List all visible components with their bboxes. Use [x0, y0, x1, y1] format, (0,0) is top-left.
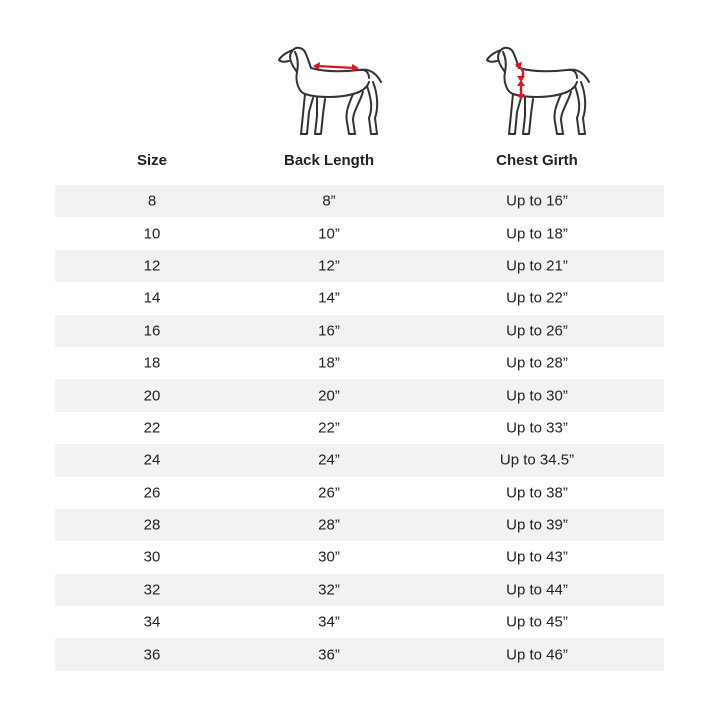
dog-back-length-icon	[269, 42, 389, 142]
size-cell: 18	[143, 354, 161, 372]
chest-girth-cell: Up to 16”	[506, 192, 568, 210]
chest-girth-cell: Up to 30”	[506, 387, 568, 405]
back-length-cell: 36”	[318, 646, 340, 664]
table-row	[55, 315, 664, 347]
chest-girth-cell: Up to 21”	[506, 257, 568, 275]
size-cell: 8	[147, 192, 157, 210]
chest-girth-cell: Up to 43”	[506, 548, 568, 566]
size-cell: 28	[143, 516, 161, 534]
size-cell: 22	[143, 419, 161, 437]
chest-girth-cell: Up to 33”	[506, 419, 568, 437]
back-length-cell: 34”	[318, 613, 340, 631]
back-length-cell: 18”	[318, 354, 340, 372]
size-cell: 14	[143, 289, 161, 307]
table-header	[0, 152, 720, 176]
chest-girth-cell: Up to 44”	[506, 581, 568, 599]
chest-girth-cell: Up to 26”	[506, 322, 568, 340]
size-cell: 30	[143, 548, 161, 566]
table-row	[55, 347, 664, 379]
chest-girth-cell: Up to 18”	[506, 225, 568, 243]
back-length-cell: 10”	[318, 225, 340, 243]
table-row	[55, 606, 664, 638]
size-cell: 26	[143, 484, 161, 502]
chest-girth-cell: Up to 38”	[506, 484, 568, 502]
back-length-cell: 8”	[322, 192, 336, 210]
chest-girth-cell: Up to 28”	[506, 354, 568, 372]
back-length-cell: 32”	[318, 581, 340, 599]
dog-chest-girth-icon	[477, 42, 597, 142]
size-cell: 10	[143, 225, 161, 243]
table-row	[55, 509, 664, 541]
chest-girth-cell: Up to 46”	[506, 646, 568, 664]
table-row	[55, 282, 664, 314]
back-length-cell: 12”	[318, 257, 340, 275]
dog-chest-girth-svg	[477, 42, 597, 142]
header-chest-girth: Chest Girth	[496, 152, 578, 169]
table-row	[55, 379, 664, 411]
table-row	[55, 185, 664, 217]
size-cell: 34	[143, 613, 161, 631]
chest-girth-cell: Up to 22”	[506, 289, 568, 307]
back-length-cell: 28”	[318, 516, 340, 534]
back-length-cell: 24”	[318, 451, 340, 469]
back-length-cell: 30”	[318, 548, 340, 566]
size-cell: 24	[143, 451, 161, 469]
table-row	[55, 412, 664, 444]
table-row	[55, 541, 664, 573]
size-table	[55, 185, 664, 671]
chest-girth-cell: Up to 34.5”	[499, 451, 575, 469]
table-row	[55, 250, 664, 282]
header-back-length: Back Length	[283, 152, 375, 169]
size-cell: 16	[143, 322, 161, 340]
back-length-cell: 14”	[318, 289, 340, 307]
table-row	[55, 638, 664, 670]
size-cell: 20	[143, 387, 161, 405]
chest-girth-cell: Up to 45”	[506, 613, 568, 631]
size-cell: 12	[143, 257, 161, 275]
back-length-cell: 22”	[318, 419, 340, 437]
back-length-cell: 20”	[318, 387, 340, 405]
chest-girth-cell: Up to 39”	[506, 516, 568, 534]
back-length-cell: 16”	[318, 322, 340, 340]
table-row	[55, 444, 664, 476]
size-cell: 32	[143, 581, 161, 599]
table-row	[55, 217, 664, 249]
table-row	[55, 477, 664, 509]
table-row	[55, 574, 664, 606]
size-cell: 36	[143, 646, 161, 664]
header-size: Size	[136, 152, 168, 169]
back-length-cell: 26”	[318, 484, 340, 502]
dog-back-length-svg	[269, 42, 389, 142]
